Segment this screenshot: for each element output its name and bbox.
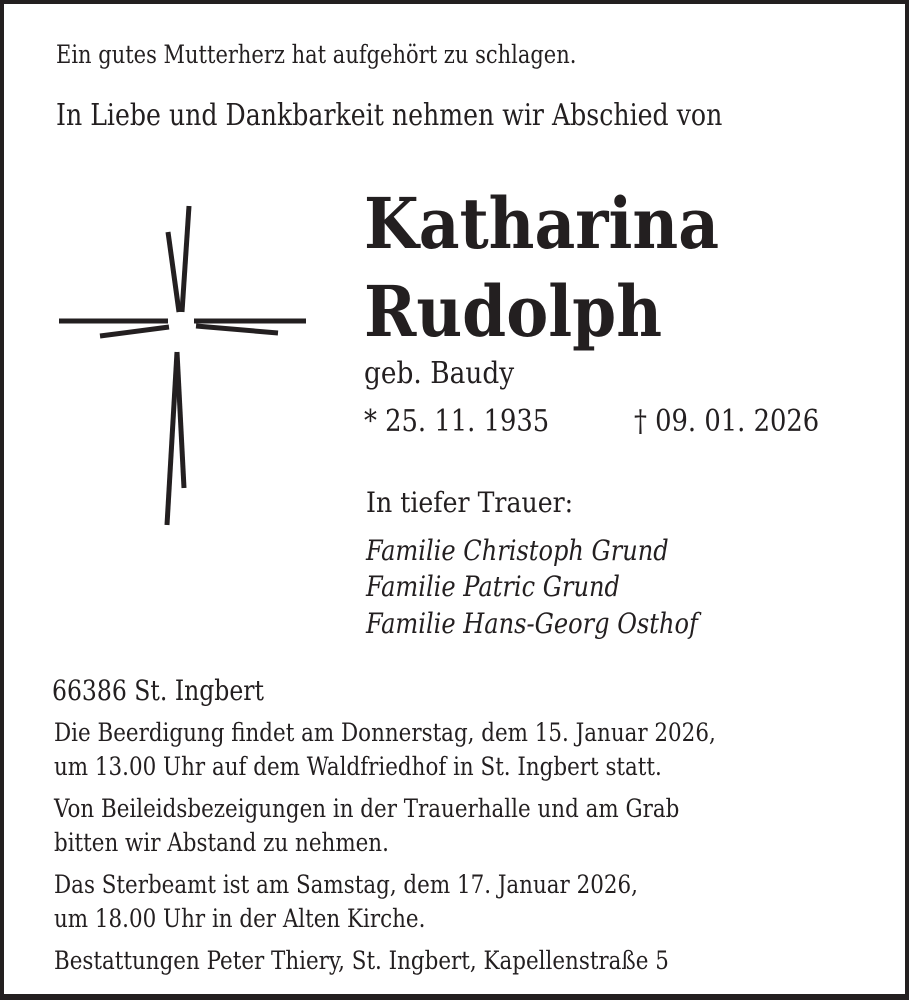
funeral-info-line: Die Beerdigung findet am Donnerstag, dem 15. Januar 2026, xyxy=(54,718,716,748)
mourners-heading: In tiefer Trauer: xyxy=(366,486,574,519)
funeral-home: Bestattungen Peter Thiery, St. Ingbert, Kapellenstraße 5 xyxy=(54,946,669,976)
cross-icon xyxy=(34,184,334,544)
birth-date: * 25. 11. 1935 xyxy=(364,404,550,439)
maiden-name: geb. Baudy xyxy=(364,356,515,391)
funeral-info-line: um 13.00 Uhr auf dem Waldfriedhof in St. Ingbert statt. xyxy=(54,752,662,782)
mourner-family: Familie Christoph Grund xyxy=(366,534,669,567)
intro-line-2: In Liebe und Dankbarkeit nehmen wir Abschied von xyxy=(56,98,723,133)
death-date: † 09. 01. 2026 xyxy=(634,404,820,439)
requiem-info-line: Das Sterbeamt ist am Samstag, dem 17. Januar 2026, xyxy=(54,870,638,900)
location: 66386 St. Ingbert xyxy=(52,674,264,707)
mourner-family: Familie Patric Grund xyxy=(366,570,620,603)
condolence-info-line: bitten wir Abstand zu nehmen. xyxy=(54,828,389,858)
intro-line-1: Ein gutes Mutterherz hat aufgehört zu schlagen. xyxy=(56,40,577,69)
condolence-info-line: Von Beileidsbezeigungen in der Trauerhalle und am Grab xyxy=(54,794,680,824)
requiem-info-line: um 18.00 Uhr in der Alten Kirche. xyxy=(54,904,426,934)
mourner-family: Familie Hans-Georg Osthof xyxy=(366,607,698,640)
deceased-last-name: Rudolph xyxy=(364,270,663,353)
deceased-first-name: Katharina xyxy=(364,182,720,265)
